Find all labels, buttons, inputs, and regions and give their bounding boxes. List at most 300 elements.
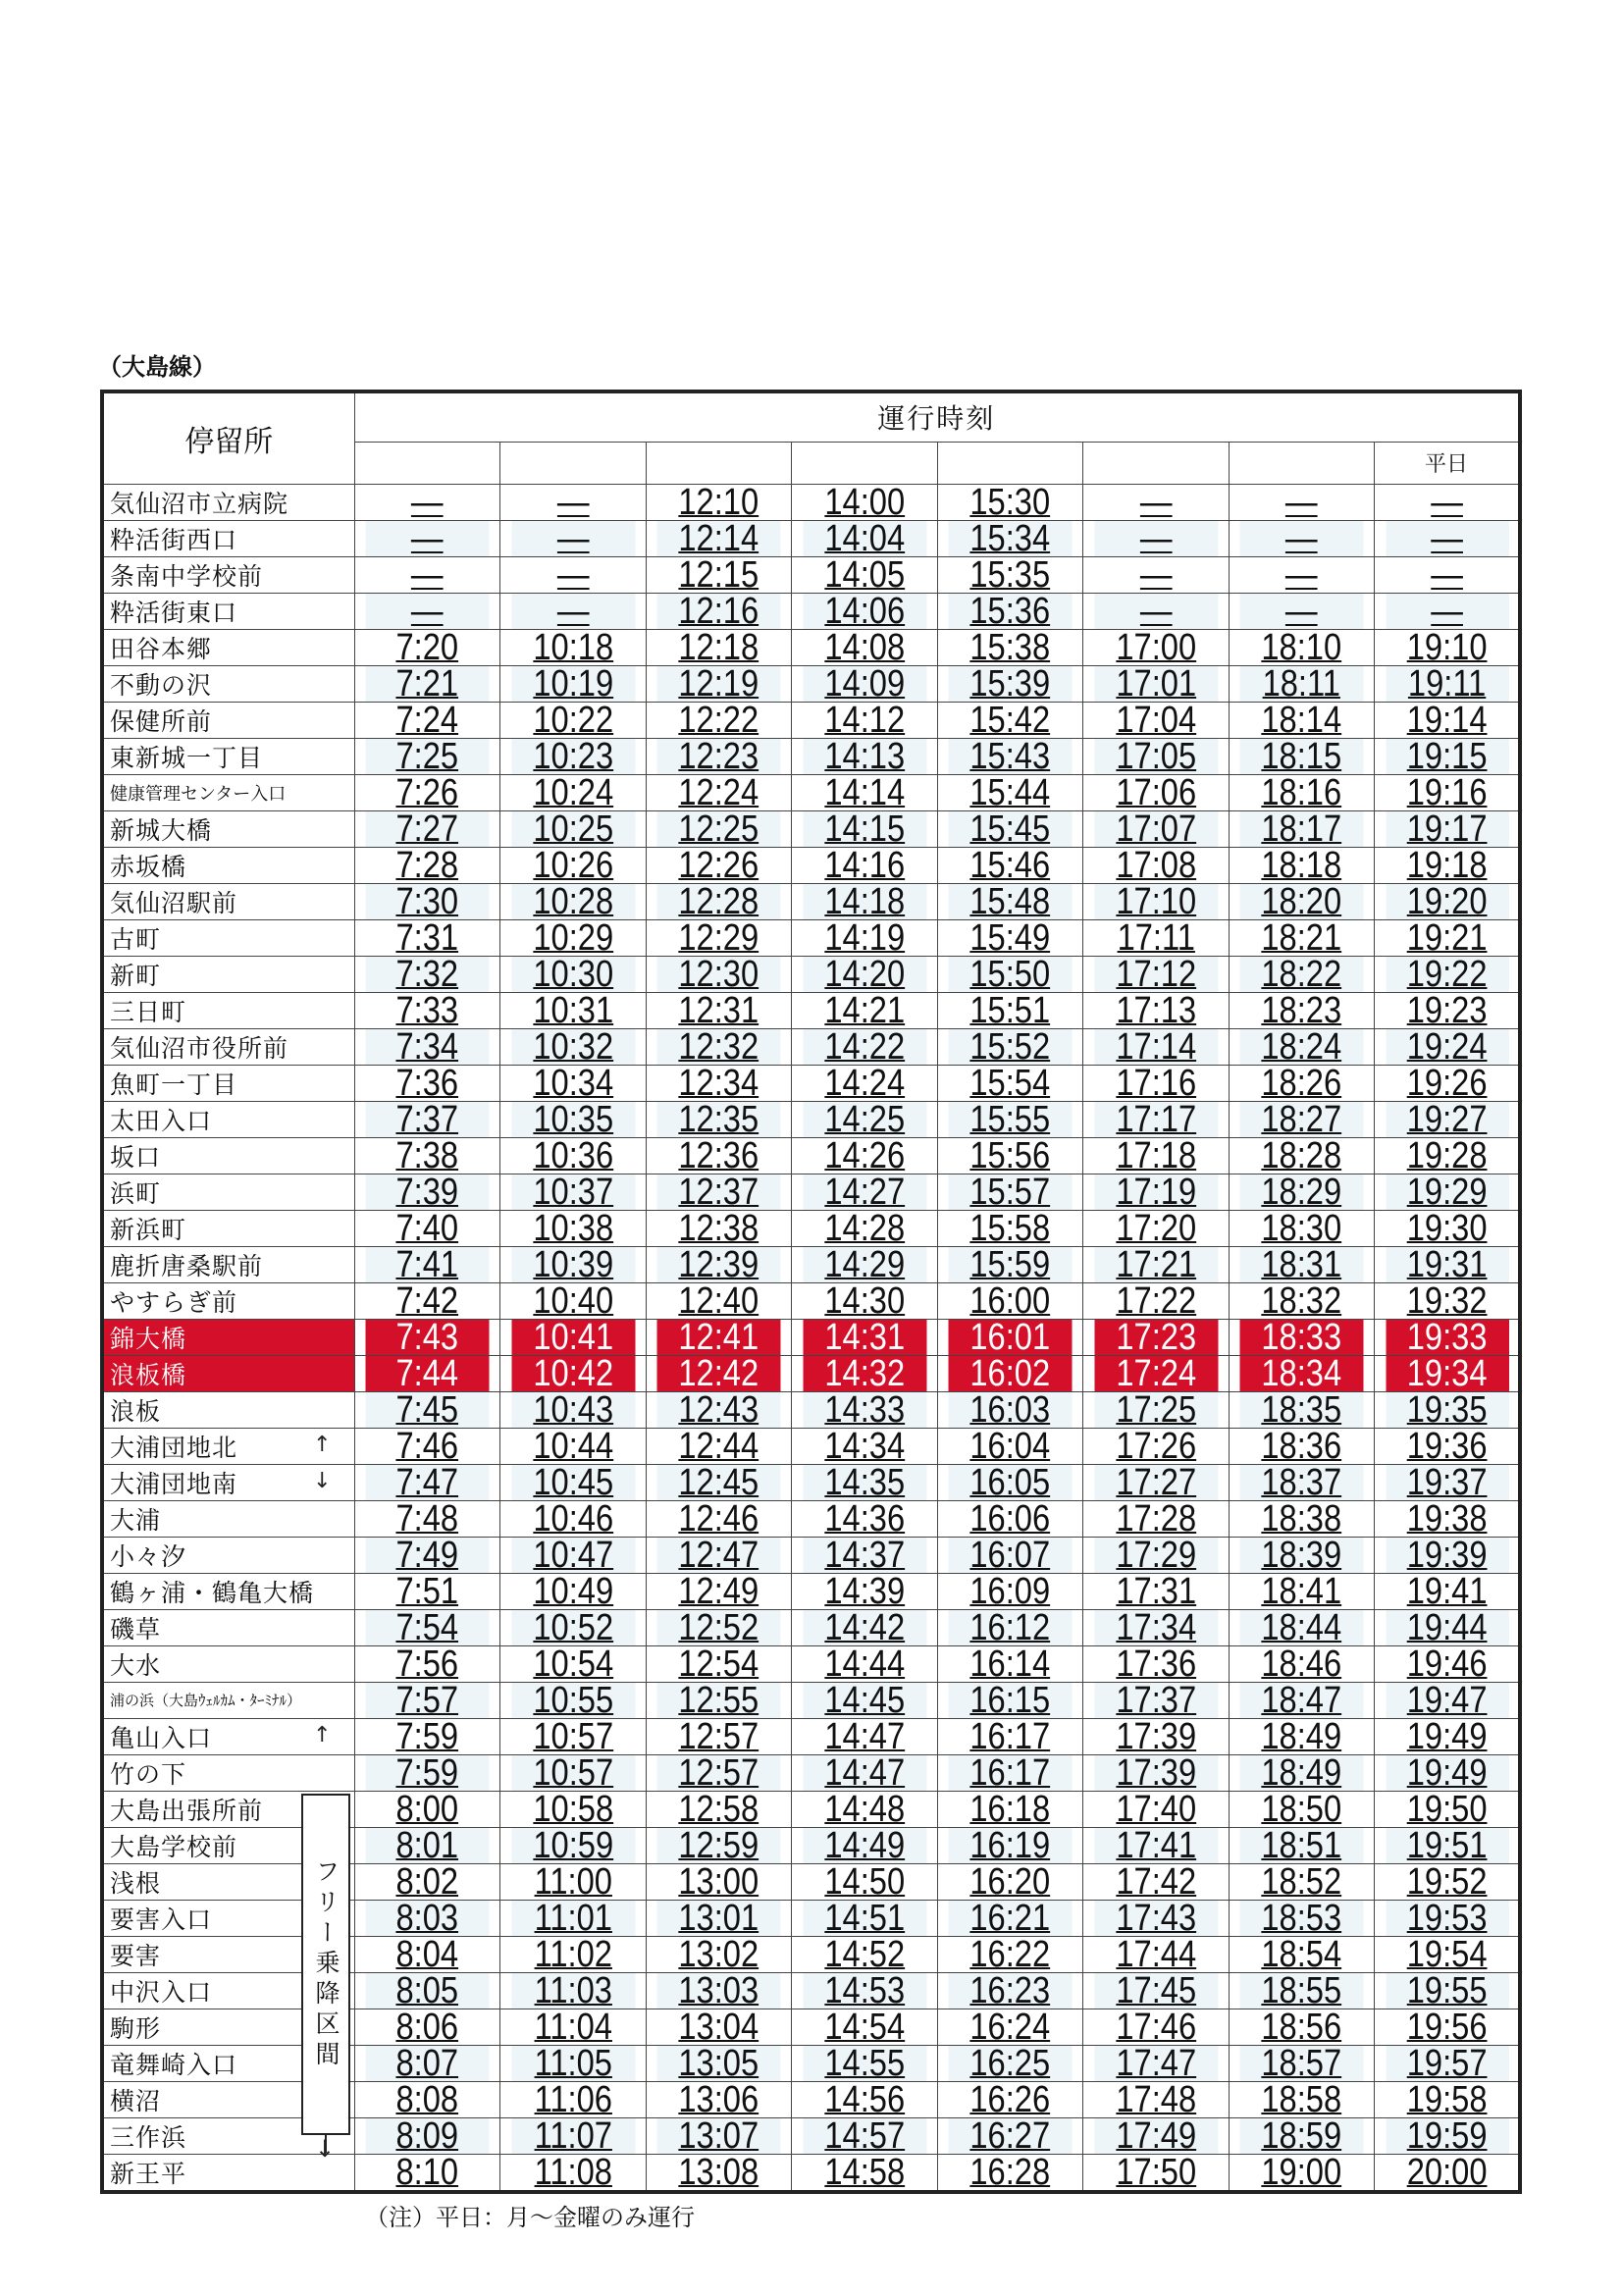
departure-time: 18:32 [1238, 1282, 1364, 1319]
departure-time: 17:39 [1093, 1718, 1219, 1754]
departure-time: 12:29 [655, 919, 781, 956]
departure-time: — [364, 593, 490, 629]
departure-time: 12:38 [655, 1210, 781, 1246]
departure-time: 15:54 [947, 1065, 1073, 1101]
stop-name [102, 484, 354, 520]
departure-time: 14:19 [802, 919, 927, 956]
times-title: 運行時刻 [354, 391, 1520, 442]
stop-name-text: 気仙沼市役所前 [110, 1033, 289, 1063]
stop-name-text: 中沢入口 [110, 1977, 213, 2007]
departure-time: 12:41 [655, 1319, 781, 1355]
departure-time: 16:18 [947, 1791, 1073, 1827]
departure-time: 18:49 [1238, 1718, 1364, 1754]
departure-time: 13:06 [655, 2081, 781, 2117]
departure-time: 18:44 [1238, 1609, 1364, 1645]
departure-time: 17:23 [1093, 1319, 1219, 1355]
stop-name-text: 駒形 [110, 2013, 162, 2043]
departure-time: 11:04 [510, 2009, 636, 2045]
departure-time: 17:07 [1093, 810, 1219, 847]
departure-time: 8:06 [364, 2009, 490, 2045]
departure-time: 10:45 [510, 1464, 636, 1500]
departure-time: 15:48 [947, 883, 1073, 919]
departure-time: 12:24 [655, 774, 781, 810]
stop-name [102, 774, 354, 810]
departure-time: 13:07 [655, 2117, 781, 2154]
departure-time: 19:52 [1385, 1863, 1510, 1900]
departure-time: 18:31 [1238, 1246, 1364, 1282]
stop-row [102, 1210, 1520, 1246]
departure-time: 10:58 [510, 1791, 636, 1827]
departure-time: 19:10 [1385, 629, 1510, 665]
stop-row [102, 556, 1520, 593]
departure-time: 14:13 [802, 738, 927, 774]
departure-time: 7:47 [364, 1464, 490, 1500]
departure-time: 17:40 [1093, 1791, 1219, 1827]
departure-time: 14:54 [802, 2009, 927, 2045]
stop-row [102, 1137, 1520, 1174]
departure-time: 16:24 [947, 2009, 1073, 2045]
departure-time: 18:36 [1238, 1428, 1364, 1464]
departure-time: — [364, 520, 490, 556]
stop-name [102, 1537, 354, 1573]
departure-time: — [1238, 556, 1364, 593]
stop-name [102, 1355, 354, 1391]
stop-name [102, 1282, 354, 1319]
stop-name-text: 健康管理センター入口 [110, 783, 287, 805]
departure-time: 12:14 [655, 520, 781, 556]
departure-time: 8:00 [364, 1791, 490, 1827]
service-day-header [1083, 442, 1230, 484]
stop-name [102, 1137, 354, 1174]
departure-time: 10:32 [510, 1028, 636, 1065]
stop-name [102, 956, 354, 992]
departure-time: 14:55 [802, 2045, 927, 2081]
departure-time: 17:47 [1093, 2045, 1219, 2081]
stop-column-header: 停留所 [102, 391, 354, 484]
departure-time: 16:25 [947, 2045, 1073, 2081]
stop-row [102, 883, 1520, 919]
departure-time: 7:31 [364, 919, 490, 956]
departure-time: 17:31 [1093, 1573, 1219, 1609]
departure-time: 12:36 [655, 1137, 781, 1174]
departure-time: 19:58 [1385, 2081, 1510, 2117]
departure-time: 19:36 [1385, 1428, 1510, 1464]
departure-time: 7:45 [364, 1391, 490, 1428]
departure-time: 14:33 [802, 1391, 927, 1428]
departure-time: 12:10 [655, 484, 781, 520]
stop-name-text: 気仙沼駅前 [110, 888, 238, 917]
stop-name-text: 粋活街東口 [110, 598, 238, 627]
departure-time: 15:46 [947, 847, 1073, 883]
stop-name-text: 鹿折唐桑駅前 [110, 1251, 264, 1280]
stop-name [102, 1028, 354, 1065]
departure-time: 12:47 [655, 1537, 781, 1573]
departure-time: 19:24 [1385, 1028, 1510, 1065]
departure-time: 18:16 [1238, 774, 1364, 810]
departure-time: 14:50 [802, 1863, 927, 1900]
departure-time: 12:57 [655, 1718, 781, 1754]
departure-time: 10:26 [510, 847, 636, 883]
stop-row [102, 629, 1520, 665]
departure-time: 14:30 [802, 1282, 927, 1319]
departure-time: 18:38 [1238, 1500, 1364, 1537]
stop-name [102, 593, 354, 629]
departure-time: 13:04 [655, 2009, 781, 2045]
stop-name [102, 1718, 354, 1754]
stop-row [102, 1464, 1520, 1500]
stop-name-text: 竜舞崎入口 [110, 2050, 238, 2079]
departure-time: 19:39 [1385, 1537, 1510, 1573]
departure-time: 12:16 [655, 593, 781, 629]
stop-name-text: 大水 [110, 1650, 162, 1680]
departure-time: 15:43 [947, 738, 1073, 774]
stop-name-text: 新浜町 [110, 1215, 187, 1244]
departure-time: 7:59 [364, 1754, 490, 1791]
departure-time: 16:06 [947, 1500, 1073, 1537]
departure-time: 12:52 [655, 1609, 781, 1645]
departure-time: 12:28 [655, 883, 781, 919]
departure-time: 7:43 [364, 1319, 490, 1355]
departure-time: 17:37 [1093, 1682, 1219, 1718]
stop-name-text: 磯草 [110, 1614, 162, 1644]
departure-time: 10:35 [510, 1101, 636, 1137]
departure-time: 7:56 [364, 1645, 490, 1682]
departure-time: 14:42 [802, 1609, 927, 1645]
departure-time: 15:35 [947, 556, 1073, 593]
departure-time: 15:59 [947, 1246, 1073, 1282]
stop-name-text: 竹の下 [110, 1759, 187, 1789]
stop-name [102, 1464, 354, 1500]
stop-name [102, 1174, 354, 1210]
departure-time: 15:30 [947, 484, 1073, 520]
departure-time: 14:00 [802, 484, 927, 520]
stop-row [102, 810, 1520, 847]
departure-time: 16:20 [947, 1863, 1073, 1900]
service-day-header [500, 442, 647, 484]
stop-row [102, 1282, 1520, 1319]
departure-time: 16:09 [947, 1573, 1073, 1609]
departure-time: 10:47 [510, 1537, 636, 1573]
departure-time: 17:25 [1093, 1391, 1219, 1428]
departure-time: 12:19 [655, 665, 781, 702]
departure-time: 8:05 [364, 1972, 490, 2009]
departure-time: 16:23 [947, 1972, 1073, 2009]
departure-time: 10:30 [510, 956, 636, 992]
departure-time: 13:08 [655, 2154, 781, 2192]
stop-name-text: 新町 [110, 961, 162, 990]
stop-name-text: 田谷本郷 [110, 634, 213, 663]
departure-time: 14:48 [802, 1791, 927, 1827]
departure-time: 16:22 [947, 1936, 1073, 1972]
departure-time: 10:43 [510, 1391, 636, 1428]
stop-name [102, 629, 354, 665]
departure-time: 8:01 [364, 1827, 490, 1863]
departure-time: 15:51 [947, 992, 1073, 1028]
departure-time: 7:39 [364, 1174, 490, 1210]
highlighted-stop-row [102, 1355, 1520, 1391]
departure-time: 10:31 [510, 992, 636, 1028]
departure-time: 18:35 [1238, 1391, 1364, 1428]
departure-time: 14:44 [802, 1645, 927, 1682]
departure-time: 16:27 [947, 2117, 1073, 2154]
departure-time: 18:24 [1238, 1028, 1364, 1065]
departure-time: 8:07 [364, 2045, 490, 2081]
stop-name-text: 錦大橋 [110, 1324, 187, 1353]
departure-time: 18:29 [1238, 1174, 1364, 1210]
stop-row [102, 1645, 1520, 1682]
stop-name-text: 浜町 [110, 1178, 162, 1208]
departure-time: 16:26 [947, 2081, 1073, 2117]
departure-time: 12:26 [655, 847, 781, 883]
stop-name [102, 1065, 354, 1101]
departure-time: 7:34 [364, 1028, 490, 1065]
departure-time: 10:57 [510, 1754, 636, 1791]
departure-time: 14:18 [802, 883, 927, 919]
stop-row [102, 956, 1520, 992]
departure-time: 14:56 [802, 2081, 927, 2117]
stop-row [102, 1573, 1520, 1609]
departure-time: 12:58 [655, 1791, 781, 1827]
departure-time: 19:23 [1385, 992, 1510, 1028]
departure-time: — [1238, 520, 1364, 556]
departure-time: 7:48 [364, 1500, 490, 1537]
departure-time: 12:45 [655, 1464, 781, 1500]
stop-row [102, 1428, 1520, 1464]
departure-time: 17:10 [1093, 883, 1219, 919]
stop-name-text: 気仙沼市立病院 [110, 489, 289, 518]
departure-time: 14:14 [802, 774, 927, 810]
departure-time: 14:53 [802, 1972, 927, 2009]
stop-name [102, 738, 354, 774]
departure-time: 19:22 [1385, 956, 1510, 992]
departure-time: — [1385, 520, 1510, 556]
departure-time: 14:28 [802, 1210, 927, 1246]
up-arrow-icon: ↑ [313, 1432, 333, 1457]
departure-time: 17:00 [1093, 629, 1219, 665]
stop-name-text: 要害 [110, 1941, 162, 1970]
stop-name [102, 847, 354, 883]
departure-time: 17:16 [1093, 1065, 1219, 1101]
departure-time: 18:21 [1238, 919, 1364, 956]
departure-time: 17:05 [1093, 738, 1219, 774]
departure-time: 10:54 [510, 1645, 636, 1682]
departure-time: 7:24 [364, 702, 490, 738]
departure-time: 12:35 [655, 1101, 781, 1137]
departure-time: 8:10 [364, 2154, 490, 2192]
stop-row [102, 847, 1520, 883]
departure-time: 19:16 [1385, 774, 1510, 810]
departure-time: 7:49 [364, 1537, 490, 1573]
stop-row [102, 1391, 1520, 1428]
departure-time: — [1238, 484, 1364, 520]
departure-time: 17:01 [1093, 665, 1219, 702]
stop-name-text: 浦の浜（大島ｳｪﾙｶﾑ・ﾀｰﾐﾅﾙ） [110, 1692, 302, 1709]
departure-time: 16:17 [947, 1718, 1073, 1754]
departure-time: 19:15 [1385, 738, 1510, 774]
stop-row [102, 774, 1520, 810]
departure-time: 7:57 [364, 1682, 490, 1718]
departure-time: 16:12 [947, 1609, 1073, 1645]
stop-row [102, 1609, 1520, 1645]
stop-name-text: 亀山入口 [110, 1723, 213, 1752]
departure-time: 12:46 [655, 1500, 781, 1537]
departure-time: 15:36 [947, 593, 1073, 629]
departure-time: — [364, 556, 490, 593]
departure-time: 15:34 [947, 520, 1073, 556]
departure-time: 10:41 [510, 1319, 636, 1355]
departure-time: — [1093, 556, 1219, 593]
departure-time: 18:41 [1238, 1573, 1364, 1609]
departure-time: 14:12 [802, 702, 927, 738]
stop-name-text: 三作浜 [110, 2122, 187, 2152]
stop-name [102, 1246, 354, 1282]
departure-time: 10:38 [510, 1210, 636, 1246]
departure-time: 19:28 [1385, 1137, 1510, 1174]
departure-time: 18:49 [1238, 1754, 1364, 1791]
departure-time: 20:00 [1385, 2154, 1510, 2192]
departure-time: 16:03 [947, 1391, 1073, 1428]
down-arrow-icon: ↓ [313, 1468, 333, 1493]
departure-time: 15:49 [947, 919, 1073, 956]
departure-time: 7:27 [364, 810, 490, 847]
departure-time: 14:49 [802, 1827, 927, 1863]
departure-time: 12:44 [655, 1428, 781, 1464]
departure-time: 18:57 [1238, 2045, 1364, 2081]
departure-time: 17:29 [1093, 1537, 1219, 1573]
departure-time: 12:23 [655, 738, 781, 774]
departure-time: 18:47 [1238, 1682, 1364, 1718]
departure-time: 17:18 [1093, 1137, 1219, 1174]
stop-name [102, 1391, 354, 1428]
departure-time: 19:55 [1385, 1972, 1510, 2009]
stop-name [102, 1500, 354, 1537]
departure-time: 16:02 [947, 1355, 1073, 1391]
departure-time: 14:35 [802, 1464, 927, 1500]
departure-time: 19:57 [1385, 2045, 1510, 2081]
departure-time: 19:30 [1385, 1210, 1510, 1246]
stop-name-text: 浪板 [110, 1396, 162, 1426]
departure-time: 10:57 [510, 1718, 636, 1754]
departure-time: 12:30 [655, 956, 781, 992]
departure-time: — [510, 593, 636, 629]
departure-time: 18:20 [1238, 883, 1364, 919]
departure-time: 14:39 [802, 1573, 927, 1609]
stop-name [102, 556, 354, 593]
departure-time: — [1385, 556, 1510, 593]
footnote: （注）平日：月～金曜のみ運行 [365, 2204, 695, 2231]
departure-time: 10:18 [510, 629, 636, 665]
stop-row [102, 1537, 1520, 1573]
stop-row [102, 520, 1520, 556]
departure-time: 7:54 [364, 1609, 490, 1645]
stop-name [102, 992, 354, 1028]
departure-time: 14:09 [802, 665, 927, 702]
departure-time: 7:44 [364, 1355, 490, 1391]
departure-time: 13:02 [655, 1936, 781, 1972]
departure-time: 10:19 [510, 665, 636, 702]
departure-time: 12:40 [655, 1282, 781, 1319]
free-boarding-zone-label: フリー乗降区間 [312, 1857, 340, 2071]
route-label: （大島線） [98, 353, 216, 381]
departure-time: 12:54 [655, 1645, 781, 1682]
departure-time: 19:26 [1385, 1065, 1510, 1101]
departure-time: 17:48 [1093, 2081, 1219, 2117]
stop-name-text: 大島出張所前 [110, 1796, 264, 1825]
departure-time: 19:11 [1385, 665, 1510, 702]
departure-time: 11:08 [510, 2154, 636, 2192]
stop-name-text: 大浦 [110, 1505, 162, 1535]
departure-time: 12:22 [655, 702, 781, 738]
stop-name-text: 保健所前 [110, 706, 213, 736]
stop-row [102, 1718, 1520, 1754]
departure-time: 16:07 [947, 1537, 1073, 1573]
departure-time: 10:37 [510, 1174, 636, 1210]
departure-time: 16:28 [947, 2154, 1073, 2192]
departure-time: 14:29 [802, 1246, 927, 1282]
departure-time: 19:50 [1385, 1791, 1510, 1827]
departure-time: 19:53 [1385, 1900, 1510, 1936]
departure-time: 14:36 [802, 1500, 927, 1537]
departure-time: 18:52 [1238, 1863, 1364, 1900]
departure-time: 17:19 [1093, 1174, 1219, 1210]
departure-time: 18:51 [1238, 1827, 1364, 1863]
departure-time: 14:45 [802, 1682, 927, 1718]
departure-time: 16:21 [947, 1900, 1073, 1936]
departure-time: 14:52 [802, 1936, 927, 1972]
departure-time: — [1093, 520, 1219, 556]
departure-time: 19:34 [1385, 1355, 1510, 1391]
departure-time: 16:14 [947, 1645, 1073, 1682]
departure-time: 15:44 [947, 774, 1073, 810]
departure-time: 18:59 [1238, 2117, 1364, 2154]
departure-time: 18:10 [1238, 629, 1364, 665]
departure-time: 17:13 [1093, 992, 1219, 1028]
departure-time: 12:25 [655, 810, 781, 847]
departure-time: 17:44 [1093, 1936, 1219, 1972]
departure-time: 7:40 [364, 1210, 490, 1246]
departure-time: 7:59 [364, 1718, 490, 1754]
departure-time: 12:18 [655, 629, 781, 665]
departure-time: 18:33 [1238, 1319, 1364, 1355]
stop-row [102, 1682, 1520, 1718]
stop-name [102, 1573, 354, 1609]
departure-time: 17:21 [1093, 1246, 1219, 1282]
departure-time: 18:14 [1238, 702, 1364, 738]
departure-time: 14:34 [802, 1428, 927, 1464]
departure-time: 18:18 [1238, 847, 1364, 883]
departure-time: 17:45 [1093, 1972, 1219, 2009]
departure-time: — [1385, 593, 1510, 629]
departure-time: 18:50 [1238, 1791, 1364, 1827]
departure-time: 11:00 [510, 1863, 636, 1900]
stop-name-text: 横沼 [110, 2086, 162, 2115]
stop-name [102, 702, 354, 738]
departure-time: 12:32 [655, 1028, 781, 1065]
departure-time: — [1093, 484, 1219, 520]
departure-time: 7:33 [364, 992, 490, 1028]
departure-time: 7:41 [364, 1246, 490, 1282]
departure-time: 8:09 [364, 2117, 490, 2154]
departure-time: 12:31 [655, 992, 781, 1028]
departure-time: 17:14 [1093, 1028, 1219, 1065]
departure-time: 15:52 [947, 1028, 1073, 1065]
departure-time: 15:58 [947, 1210, 1073, 1246]
departure-time: 17:11 [1093, 919, 1219, 956]
departure-time: 10:44 [510, 1428, 636, 1464]
departure-time: 19:41 [1385, 1573, 1510, 1609]
free-zone-down-arrow-icon: ↓ [315, 2135, 336, 2163]
departure-time: 14:47 [802, 1754, 927, 1791]
